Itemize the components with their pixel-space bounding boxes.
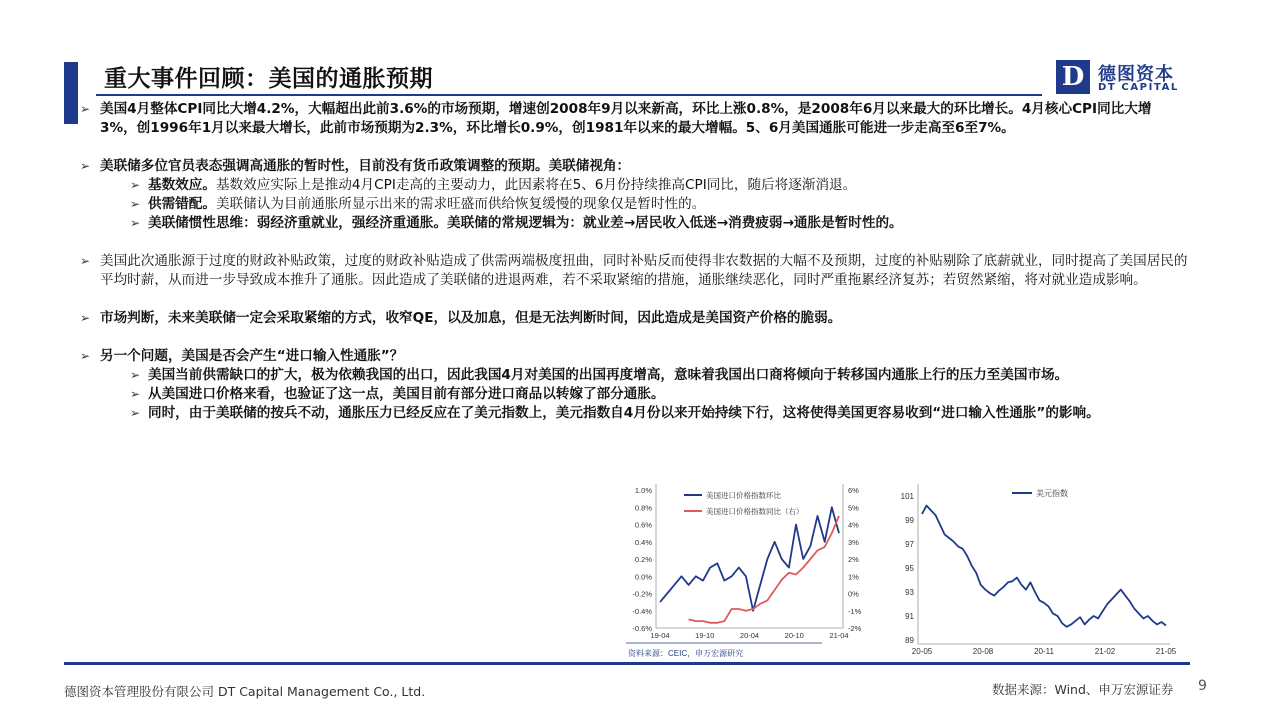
title-rule [96,94,1042,96]
y-right-tick-label: -1% [848,606,862,616]
arrow-bullet-icon: ➢ [80,102,91,116]
y-left-tick-label: -0.2% [632,589,652,599]
sub-bullet-text: 美联储认为目前通胀所显示出来的需求旺盛而供给恢复缓慢的现象仅是暂时性的。 [215,196,706,212]
sub-bullet-heading: 基数效应。 [148,177,216,193]
y-left-tick-label: 0.4% [634,537,652,547]
sub-bullet-text: 从美国进口价格来看，也验证了这一点，美国目前有部分进口商品以转嫁了部分通胀。 [148,386,665,402]
dollar-index-chart-svg [890,484,1190,662]
x-tick-label: 20-04 [739,631,760,640]
y-tick-label: 99 [905,516,914,525]
x-tick-label: 21-02 [1094,647,1116,656]
arrow-bullet-icon: ➢ [130,216,141,230]
arrow-bullet-icon: ➢ [130,197,141,211]
y-tick-label: 91 [905,612,914,621]
bullet-text: 美国4月整体CPI同比大增4.2%，大幅超出此前3.6%的市场预期，增速创2008年9月以来新高，环比上涨0.8%，是2008年6月以来最大的环比增长。4月核心CPI同比大增3%，创1996年1月以来最大增长，此前市场预期为2.3%，环比增长0.9%，创1981年以来的最大增幅。5、6月美国通胀可能进一步走高至6至7%。 [100,101,1152,136]
x-tick-label: 21-04 [829,631,849,640]
sub-bullet-text: 美国当前供需缺口的扩大，极为依赖我国的出口，因此我国4月对美国的出国再度增高，意味着我国出口商将倾向于转移国内通胀上行的压力至美国市场。 [148,367,1069,383]
y-right-tick-label: -2% [848,624,862,633]
bullet-fed-view [80,157,1188,176]
logo-mark: D [1056,60,1090,94]
logo-name-cn: 德图资本 [1098,64,1174,85]
legend-label-yoy: 美国进口价格指数同比（右） [706,507,804,516]
logo-name-en: DT CAPITAL [1098,82,1179,93]
bullet-text: 美国此次通胀源于过度的财政补贴政策，过度的财政补贴造成了供需两端极度扭曲，同时补贴反而使得非农数据的大幅不及预期，过度的补贴剔除了底薪就业，同时提高了美国居民的平均时薪，从而进一步导致成本推升了通胀。因此造成了美联储的进退两难，若不采取紧缩的措施，通胀继续恶化，同时严重拖累经济复苏；若贸然紧缩，将对就业造成影响。 [100,253,1188,288]
arrow-bullet-icon: ➢ [130,368,141,382]
bullet-imported-inflation [80,347,1188,366]
arrow-bullet-icon: ➢ [80,311,91,325]
y-right-tick-label: 6% [848,486,859,495]
sub-bullet-mismatch [80,195,1188,214]
footer-source: 数据来源：Wind、申万宏源证券 [992,682,1174,697]
sub-bullet-base-effect [80,176,1188,195]
page-title: 重大事件回顾：美国的通胀预期 [104,66,433,92]
y-left-tick-label: 1.0% [634,486,652,495]
title-accent-bar [64,62,78,124]
y-left-tick-label: 0.6% [634,520,652,530]
y-right-tick-label: 0% [848,589,859,599]
bullet-fiscal-subsidy [80,252,1188,290]
bullet-text: 美联储多位官员表态强调高通胀的暂时性，目前没有货币政策调整的预期。美联储视角： [100,158,631,174]
bullet-text: 市场判断，未来美联储一定会采取紧缩的方式，收窄QE，以及加息，但是无法判断时间，因此造成是美国资产价格的脆弱。 [100,310,842,326]
y-right-tick-label: 2% [848,555,859,564]
y-right-tick-label: 1% [848,572,859,582]
sub-bullet-text: 美联储惯性思维：弱经济重就业，强经济重通胀。美联储的常规逻辑为：就业差→居民收入低迷→消费疲弱→通胀是暂时性的。 [148,215,903,231]
sub-bullet-import-prices [80,385,1188,404]
footer-rule [64,662,1190,665]
arrow-bullet-icon: ➢ [130,406,141,420]
arrow-bullet-icon: ➢ [80,349,91,363]
x-tick-label: 20-08 [972,647,994,656]
x-tick-label: 20-05 [911,647,933,656]
y-left-tick-label: 0.2% [634,555,652,564]
x-tick-label: 20-10 [784,631,804,640]
dollar-index-chart [890,484,1190,662]
y-tick-label: 97 [905,540,914,549]
sub-bullet-text: 同时，由于美联储的按兵不动，通胀压力已经反应在了美元指数上，美元指数自4月份以来开始持续下行，这将使得美国更容易收到“进口输入性通胀”的影响。 [148,405,1100,421]
x-tick-label: 19-04 [650,631,670,640]
y-right-tick-label: 3% [848,537,859,547]
arrow-bullet-icon: ➢ [130,178,141,192]
sub-bullet-text: 基数效应实际上是推动4月CPI走高的主要动力，此因素将在5、6月份持续推高CPI同比，随后将逐渐消退。 [215,177,857,193]
y-left-tick-label: 0.8% [634,503,652,513]
company-logo [1056,60,1190,96]
bullet-cpi [80,100,1188,138]
page-number: 9 [1198,678,1207,694]
import-price-chart-svg [622,484,872,662]
y-tick-label: 101 [900,492,914,501]
bullet-market-judgement [80,309,1188,328]
chart-source-note: 资料来源：CEIC，申万宏源研究 [628,649,744,658]
sub-bullet-dollar-index [80,404,1188,423]
arrow-bullet-icon: ➢ [80,254,91,268]
import-price-chart [622,484,872,662]
sub-bullet-fed-logic [80,214,1188,233]
x-tick-label: 20-11 [1034,647,1054,656]
arrow-bullet-icon: ➢ [80,159,91,173]
y-left-tick-label: 0.0% [634,572,652,582]
x-tick-label: 21-05 [1155,647,1177,656]
main-content [80,100,1188,423]
legend-label-dxy: 美元指数 [1036,489,1068,498]
footer-company: 德图资本管理股份有限公司 DT Capital Management Co., Ltd. [64,684,426,699]
y-tick-label: 93 [905,588,914,597]
sub-bullet-heading: 供需错配。 [148,196,216,212]
legend-label-mom: 美国进口价格指数环比 [706,491,781,500]
arrow-bullet-icon: ➢ [130,387,141,401]
y-left-tick-label: -0.4% [632,606,652,616]
y-right-tick-label: 5% [848,503,859,513]
y-tick-label: 95 [905,564,914,573]
y-right-tick-label: 4% [848,520,859,530]
sub-bullet-supply-gap [80,366,1188,385]
bullet-text: 另一个问题，美国是否会产生“进口输入性通胀”？ [100,348,404,364]
y-tick-label: 89 [905,636,914,645]
y-left-tick-label: -0.6% [632,624,652,633]
x-tick-label: 19-10 [695,631,715,640]
